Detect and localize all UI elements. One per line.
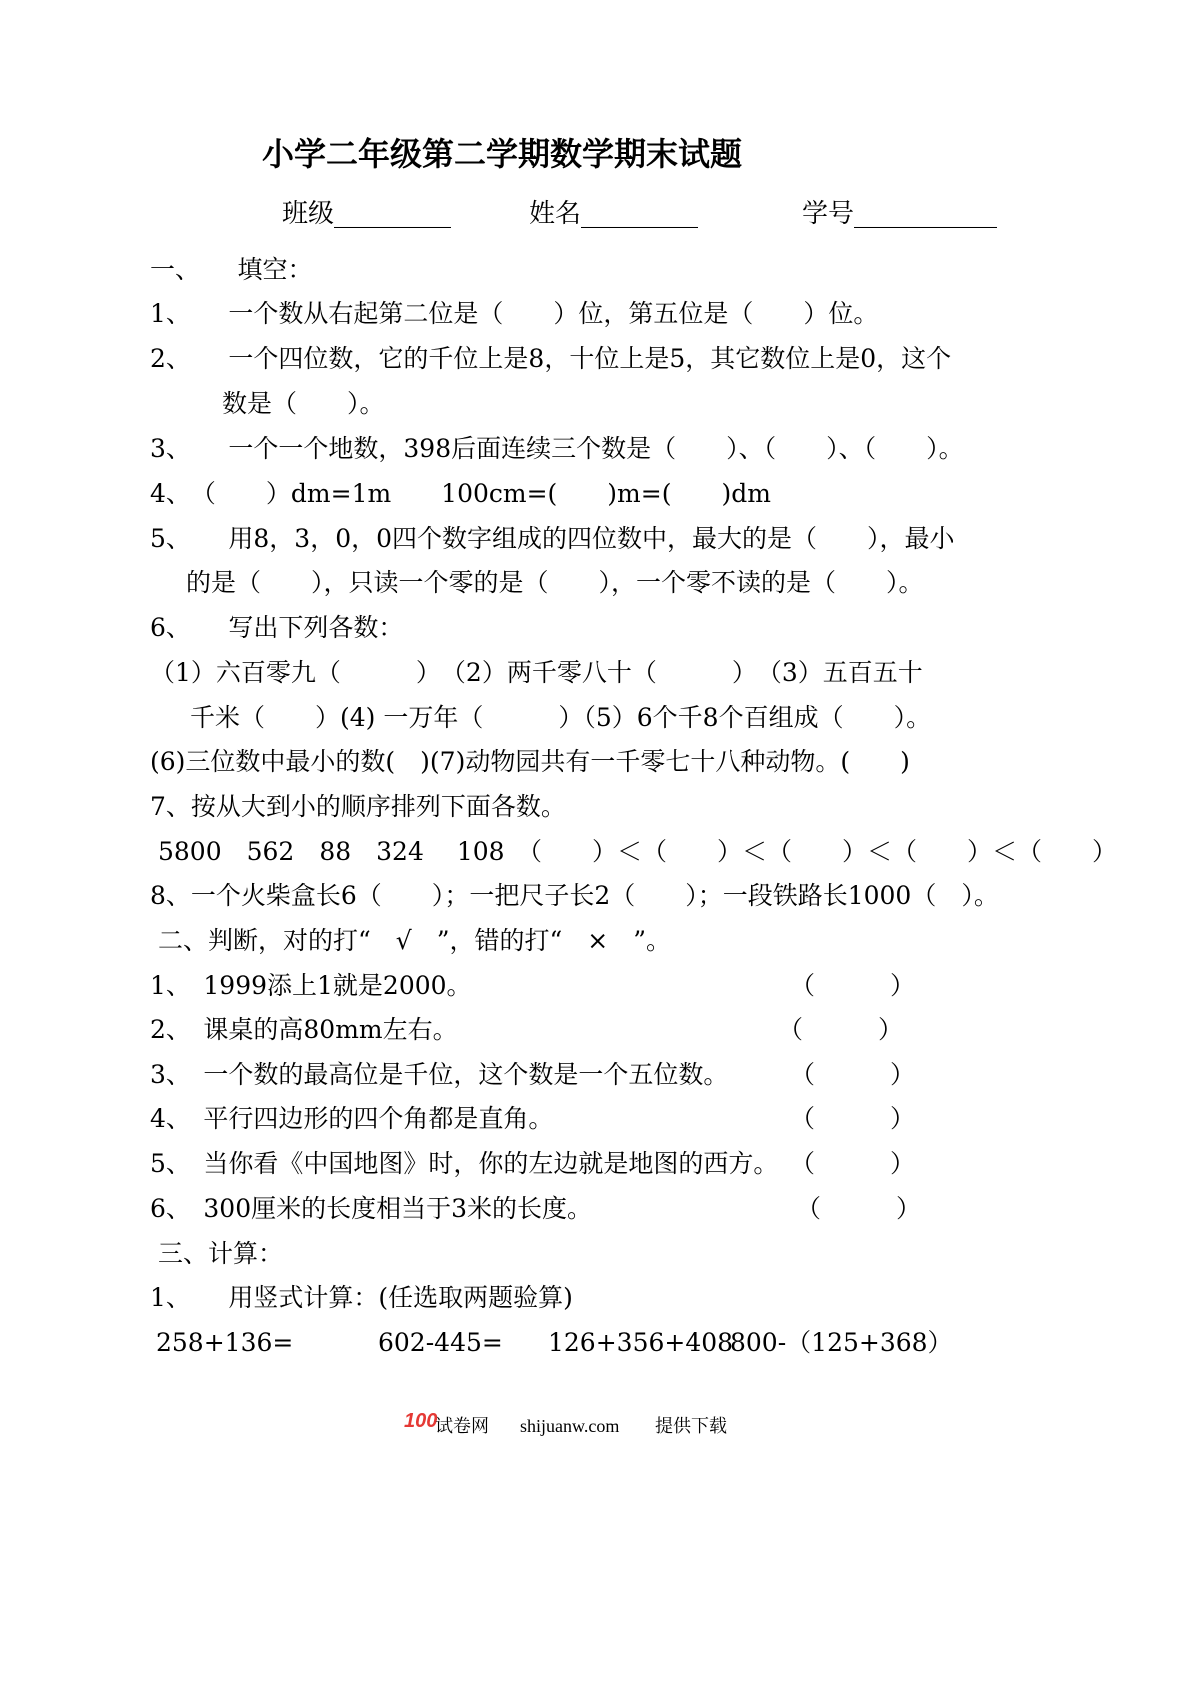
judge-item-blank: （ ）: [796, 1194, 922, 1223]
calc-item: 800-（125+368）: [730, 1328, 953, 1357]
judge-item-blank: （ ）: [790, 1060, 916, 1089]
footer-site-name: 试卷网: [435, 1416, 489, 1436]
calc-item: 602-445=: [378, 1328, 503, 1357]
judge-item-blank: （ ）: [790, 971, 916, 1000]
question-1-5-line2: 的是（ ），只读一个零的是（ ），一个零不读的是（ ）。: [186, 568, 924, 597]
judge-item-blank: （ ）: [790, 1104, 916, 1133]
question-1-7-numbers: 5800 562 88 324 108 （ ）＜（ ）＜（ ）＜（ ）＜（ ）: [158, 837, 1118, 866]
footer-url: shijuanw.com: [520, 1416, 620, 1436]
question-3-1: 1、 用竖式计算：(任选取两题验算): [150, 1283, 573, 1312]
question-1-2-line2: 数是（ ）。: [222, 389, 385, 418]
footer-note: 提供下载: [655, 1416, 727, 1436]
question-1-6-heading: 6、 写出下列各数：: [150, 613, 404, 642]
question-1-4: 4、 （ ）dm=1m 100cm=( )m=( )dm: [150, 479, 771, 508]
judge-item-blank: （ ）: [778, 1015, 904, 1044]
judge-item-text: 3、 一个数的最高位是千位，这个数是一个五位数。: [150, 1060, 729, 1089]
site-logo: 100: [404, 1410, 438, 1432]
question-1-6-line3: (6)三位数中最小的数( )(7)动物园共有一千零七十八种动物。( ): [150, 747, 910, 776]
judge-item-blank: （ ）: [790, 1149, 916, 1178]
judge-item-text: 2、 课桌的高80mm左右。: [150, 1015, 458, 1044]
question-1-1: 1、 一个数从右起第二位是（ ）位，第五位是（ ）位。: [150, 299, 879, 328]
section3-heading: 三、计算：: [158, 1239, 284, 1268]
question-1-3: 3、 一个一个地数，398后面连续三个数是（ ）、（ ）、（ ）。: [150, 434, 964, 463]
header-fields: 班级_________ 姓名_________ 学号___________: [282, 199, 998, 229]
question-1-2-line1: 2、 一个四位数，它的千位上是8，十位上是5，其它数位上是0，这个: [150, 344, 952, 373]
question-1-5-line1: 5、 用8，3，0，0四个数字组成的四位数中，最大的是（ ），最小: [150, 524, 955, 553]
calc-item: 126+356+408: [548, 1328, 734, 1357]
question-1-6-line1: （1）六百零九（ ） （2）两千零八十（ ） （3）五百五十: [150, 658, 923, 687]
question-1-7-heading: 7、按从大到小的顺序排列下面各数。: [150, 792, 566, 821]
section1-heading: 一、 填空：: [150, 255, 313, 284]
page-title: 小学二年级第二学期数学期末试题: [262, 135, 743, 173]
judge-item-text: 4、 平行四边形的四个角都是直角。: [150, 1104, 554, 1133]
judge-item-text: 6、 300厘米的长度相当于3米的长度。: [150, 1194, 593, 1223]
question-1-8: 8、一个火柴盒长6（ ）；一把尺子长2（ ）；一段铁路长1000（ ）。: [150, 881, 999, 910]
calc-item: 258+136=: [156, 1328, 294, 1357]
section2-heading: 二、判断，对的打“ √ ”，错的打“ × ”。: [158, 926, 672, 955]
question-1-6-line2: 千米（ ）(4) 一万年（ ）（5）6个千8个百组成（ ）。: [190, 703, 932, 732]
judge-item-text: 5、 当你看《中国地图》时，你的左边就是地图的西方。: [150, 1149, 779, 1178]
judge-item-text: 1、 1999添上1就是2000。: [150, 971, 472, 1000]
